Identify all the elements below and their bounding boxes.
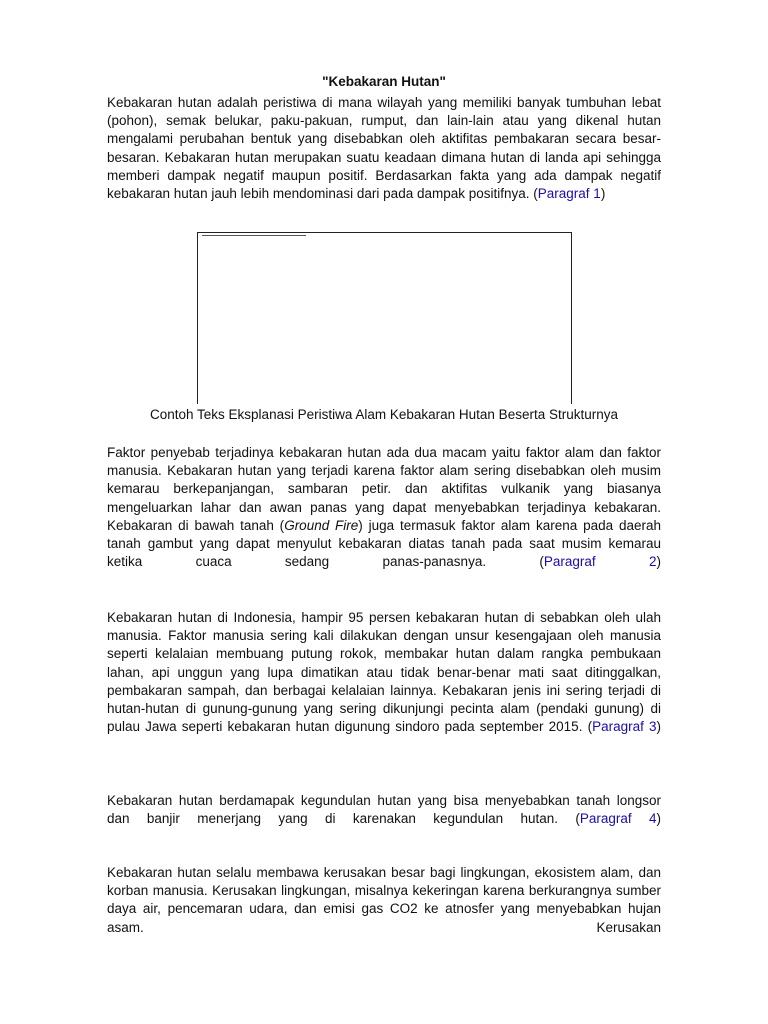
paragraph-2-text-a: Faktor penyebab terjadinya kebakaran hutan ada dua macam yaitu faktor alam dan faktor manusia. Kebakaran hutan yang terjadi karena faktor alam sering disebabkan oleh musim kemarau berkepanjangan, sambaran petir. dan aktifitas vulkanik yang biasanya mengeluarkan lahar dan awan panas yang dapat menyebabkan terjadinya kebakaran. Kebakaran di bawah tanah ( [107,445,661,533]
document-title: "Kebakaran Hutan" [322,74,446,89]
paragraph-2-link-word[interactable]: Paragraf [543,554,596,570]
paragraph-3-link-num[interactable]: 3 [648,719,657,735]
paragraph-3 [107,609,661,736]
paragraph-3-link-word[interactable]: Paragraf [592,719,644,735]
paragraph-1-text: Kebakaran hutan adalah peristiwa di mana wilayah yang memiliki banyak tumbuhan lebat (pohon), semak belukar, paku-pakuan, rumput, dan lain-lain atau yang dikenal hutan mengalami perubahan bentuk yang disebabkan oleh aktifitas pembakaran secara besar-besaran. Kebakaran hutan merupakan suatu keadaan dimana hutan di landa api sehingga memberi dampak negatif maupun positif. Berdasarkan fakta yang ada dampak negatif kebakaran hutan jauh lebih mendominasi dari pada dampak positifnya. ( [107,95,661,202]
paragraph-4 [107,792,661,828]
paragraph-2-text-b: ) juga termasuk faktor alam karena pada daerah tanah gambut yang dapat menyulut kebakaran diatas tanah pada saat musim kemarau ketika cuaca sedang panas-panasnya. ( [107,517,661,570]
paragraph-4-link-num[interactable]: 4 [648,811,657,827]
paragraph-5-text: Kebakaran hutan selalu membawa kerusakan besar bagi lingkungan, ekosistem alam, dan korban manusia. Kerusakan lingkungan, misalnya kekeringan karena berkurangnya sumber daya air, pencemaran udara, dan emisi gas CO2 ke atnosfer yang menyebabkan hujan asam. Kerusakan [107,865,661,935]
image-top-stripe [202,235,306,236]
paragraph-5 [107,864,661,937]
paragraph-2-close: ) [656,554,661,570]
paragraph-3-text: Kebakaran hutan di Indonesia, hampir 95 persen kebakaran hutan di sebabkan oleh ulah manusia. Faktor manusia sering kali dilakukan dengan unsur kesengajaan oleh manusia seperti kelalaian membuang putung rokok, membakar hutan dalam rangka pembukaan lahan, api unggun yang lupa dimatikan atau tidak benar-benar mati saat ditinggalkan, pembakaran sampah, dan berbagai kelalaian lainnya. Kebakaran jenis ini sering terjadi di hutan-hutan di gunung-gunung yang sering dikunjungi pecinta alam (pendaki gunung) di pulau Jawa seperti kebakaran hutan digunung sindoro pada september 2015. ( [107,610,661,735]
paragraph-3-close: ) [656,719,661,735]
paragraph-4-text: Kebakaran hutan berdamapak kegundulan hutan yang bisa menyebabkan tanah longsor dan banjir menerjang yang di karenakan kegundulan hutan. ( [107,793,661,827]
paragraph-2-link-num[interactable]: 2 [648,554,657,570]
paragraph-1-close: ) [600,186,606,202]
paragraph-2 [107,444,661,571]
figure-image [197,232,572,404]
paragraph-1 [107,94,661,203]
figure-caption: Contoh Teks Eksplanasi Peristiwa Alam Kebakaran Hutan Beserta Strukturnya [150,407,618,422]
paragraph-1-link[interactable]: Paragraf 1 [537,186,601,202]
paragraph-4-close: ) [656,811,661,827]
paragraph-4-link-word[interactable]: Paragraf [579,811,632,827]
paragraph-2-italic: Ground Fire [284,517,359,533]
